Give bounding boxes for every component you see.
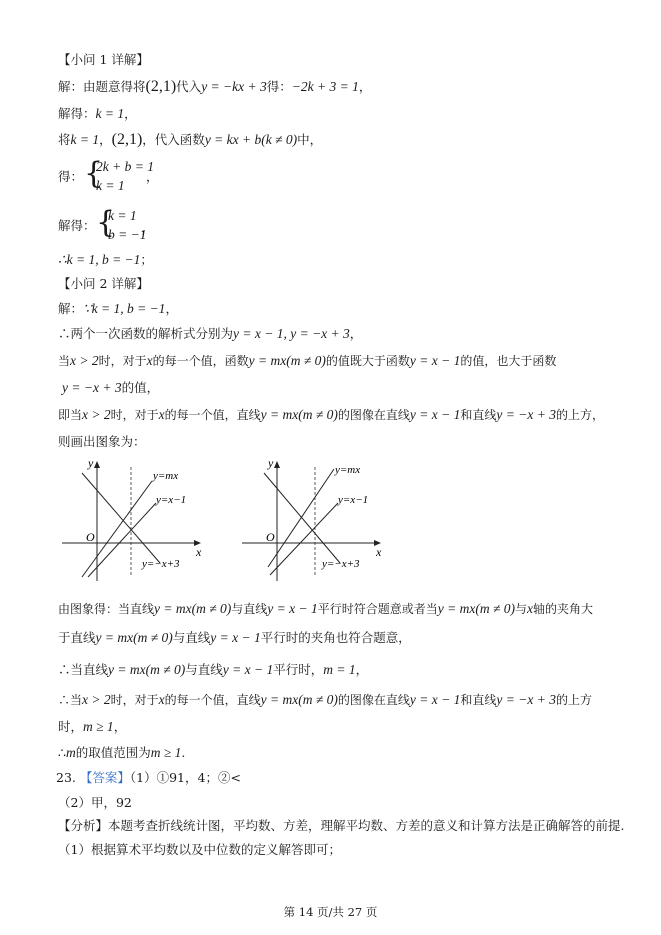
text: 与 [515, 602, 528, 616]
y-axis-label: y [88, 456, 94, 470]
brace-icon: { [84, 156, 104, 191]
text: 的值，也大于函数 [460, 354, 557, 368]
text: 解：由题意得将 [58, 79, 146, 94]
text: 时，对于 [98, 354, 147, 368]
part2-header: 【小问 2 详解】 [58, 276, 149, 291]
text: 解： [58, 301, 84, 316]
part2-line8 [58, 630, 411, 646]
math: y = x − 1, y = −x + 3 [233, 326, 350, 341]
math: x [146, 353, 153, 368]
part2-line10 [58, 692, 592, 708]
x-axis-label: x [376, 545, 382, 559]
question-number: 23. [56, 770, 76, 785]
text: ， [124, 106, 137, 121]
text: 的每一个值，直线 [164, 693, 261, 707]
text: 于直线 [58, 630, 96, 645]
text: 和直线 [460, 693, 497, 707]
label-y-mx: y=mx [335, 464, 361, 476]
math: m [65, 745, 76, 760]
label-y-neg-x-plus-3: y=−x+3 [142, 558, 180, 570]
math: y = mx(m ≠ 0) [437, 601, 516, 616]
part2-line9 [58, 662, 368, 678]
graph-right [240, 455, 390, 585]
math: y = x − 1 [409, 692, 461, 707]
math: y = x − 1 [409, 407, 461, 422]
text: 平行时符合题意或者当 [317, 602, 438, 616]
math: y = −x + 3 [62, 380, 122, 395]
math: y = mx(m ≠ 0) [108, 662, 186, 677]
math: y = mx(m ≠ 0) [260, 692, 338, 707]
text: 的取值范围为 [75, 745, 151, 760]
y-axis-arrow-icon [274, 461, 280, 468]
math: y = x − 1 [210, 630, 261, 645]
part2-line6: 则画出图象为： [58, 434, 146, 449]
text: 的图像在直线 [337, 693, 410, 707]
math: (2,1) [145, 78, 177, 95]
text: ； [140, 252, 153, 267]
text: 的值， [121, 380, 160, 395]
text: 的图像在直线 [337, 408, 410, 422]
equation: b = −1 [108, 227, 147, 242]
text: ， [358, 79, 372, 94]
text: 时，对于 [110, 408, 159, 422]
part2-line4 [62, 380, 159, 396]
part2-line1 [58, 301, 178, 317]
q23-line4: （1）根据算术平均数以及中位数的定义解答即可； [58, 842, 341, 857]
math: ∵k = 1, b = −1 [83, 301, 166, 316]
math: x [527, 601, 534, 616]
text: 中， [297, 132, 323, 147]
part1-line2 [58, 106, 137, 122]
math: m = 1 [323, 662, 356, 677]
text: ∴ [58, 745, 66, 760]
text: 的值既大于函数 [325, 354, 410, 368]
part1-line3 [58, 132, 322, 148]
text: 即当 [58, 408, 83, 422]
part1-line4-label: 得： [58, 169, 84, 184]
math: y = mx(m ≠ 0) [154, 601, 232, 616]
part2-line5 [58, 407, 604, 423]
text: 时， [58, 719, 84, 734]
math: x > 2 [82, 692, 111, 707]
text: 的上方 [555, 693, 592, 707]
text: ， [113, 719, 127, 734]
brace-icon: { [96, 205, 116, 240]
part2-line7 [58, 601, 593, 617]
math: y = mx(m ≠ 0) [95, 630, 173, 645]
part2-line11 [58, 719, 126, 735]
equation: k = 1 [108, 208, 137, 223]
graph-left [60, 455, 210, 585]
text: ， [349, 326, 363, 341]
text: 由图象得：当直线 [58, 602, 155, 616]
math: m ≥ 1 [150, 745, 182, 760]
math: y = −x + 3 [496, 407, 556, 422]
part1-line1 [58, 79, 371, 95]
text: 得： [266, 79, 292, 94]
text: 平行时， [273, 662, 324, 677]
text: ∴当直线 [58, 662, 109, 677]
text: ∴两个一次函数的解析式分别为 [58, 326, 234, 341]
analysis-text: 本题考查折线统计图，平均数、方差，理解平均数、方差的意义和计算方法是正确解答的前提. [108, 818, 625, 833]
page-footer: 第 14 页/共 27 页 [283, 905, 378, 919]
equation: 2k + b = 1 [96, 159, 154, 174]
text: 解得： [58, 106, 96, 121]
answer-tag: 【答案】 [79, 770, 130, 785]
label-y-neg-x-plus-3: y=−x+3 [322, 558, 360, 570]
answer-text: （1）①91，4；②< [129, 770, 241, 785]
y-axis-arrow-icon [94, 461, 100, 468]
text: . [181, 745, 186, 760]
text: 轴的夹角大 [533, 602, 594, 616]
math: x > 2 [82, 407, 111, 422]
part1-line6 [58, 252, 153, 268]
text: 当 [58, 354, 71, 368]
q23-answer-line [56, 770, 241, 786]
q23-analysis-line [58, 818, 625, 834]
text: 将 [58, 132, 71, 147]
text: ∴当 [58, 693, 83, 707]
math: x > 2 [70, 353, 99, 368]
text: 的每一个值，函数 [152, 354, 249, 368]
text: ， [99, 132, 112, 147]
part2-line3 [58, 353, 556, 369]
math: x [158, 407, 165, 422]
math: y = mx(m ≠ 0) [248, 353, 326, 368]
math: (2,1) [111, 131, 143, 148]
math: y = x − 1 [222, 662, 274, 677]
label-y-x-minus-1: y=x−1 [156, 494, 187, 506]
text: 代入 [176, 79, 202, 94]
part2-line2 [58, 326, 362, 342]
origin-label: O [266, 530, 275, 544]
math: y = mx(m ≠ 0) [260, 407, 338, 422]
text: ， [165, 301, 178, 316]
text: ，代入函数 [142, 132, 205, 147]
math: y = −x + 3 [496, 692, 556, 707]
text: 与直线 [185, 662, 223, 677]
origin-label: O [86, 530, 95, 544]
text: 平行时的夹角也符合题意， [260, 630, 411, 645]
label-y-mx: y=mx [153, 470, 179, 482]
equation: k = 1 [96, 178, 125, 193]
text: 与直线 [172, 630, 211, 645]
equation-system-1 [84, 157, 174, 197]
part1-header: 【小问 1 详解】 [58, 52, 149, 67]
math: −2k + 3 = 1 [291, 79, 359, 94]
text: 和直线 [460, 408, 497, 422]
math: k = 1 [95, 106, 125, 121]
math: y = −kx + 3 [201, 79, 267, 94]
math: x [158, 692, 165, 707]
part2-line12 [58, 745, 185, 761]
text: 的上方， [555, 408, 604, 422]
math: k = 1 [70, 132, 100, 147]
math: y = kx + b(k ≠ 0) [204, 132, 298, 147]
part1-line5-label: 解得： [58, 218, 96, 233]
punct: ， [146, 169, 159, 184]
math: y = x − 1 [409, 353, 461, 368]
line-y-neg-x-plus-3 [264, 473, 340, 563]
label-y-x-minus-1: y=x−1 [338, 494, 369, 506]
analysis-tag: 【分析】 [58, 818, 109, 833]
text: 时，对于 [110, 693, 159, 707]
text: 与直线 [231, 602, 268, 616]
math: ∴k = 1, b = −1 [58, 252, 141, 267]
text: 的每一个值，直线 [164, 408, 261, 422]
math: y = x − 1 [267, 601, 318, 616]
y-axis-label: y [268, 456, 274, 470]
punct: ， [141, 220, 154, 235]
text: ， [355, 662, 369, 677]
math: m ≥ 1 [83, 719, 114, 734]
x-axis-label: x [196, 545, 202, 559]
q23-line2: （2）甲，92 [58, 795, 132, 810]
